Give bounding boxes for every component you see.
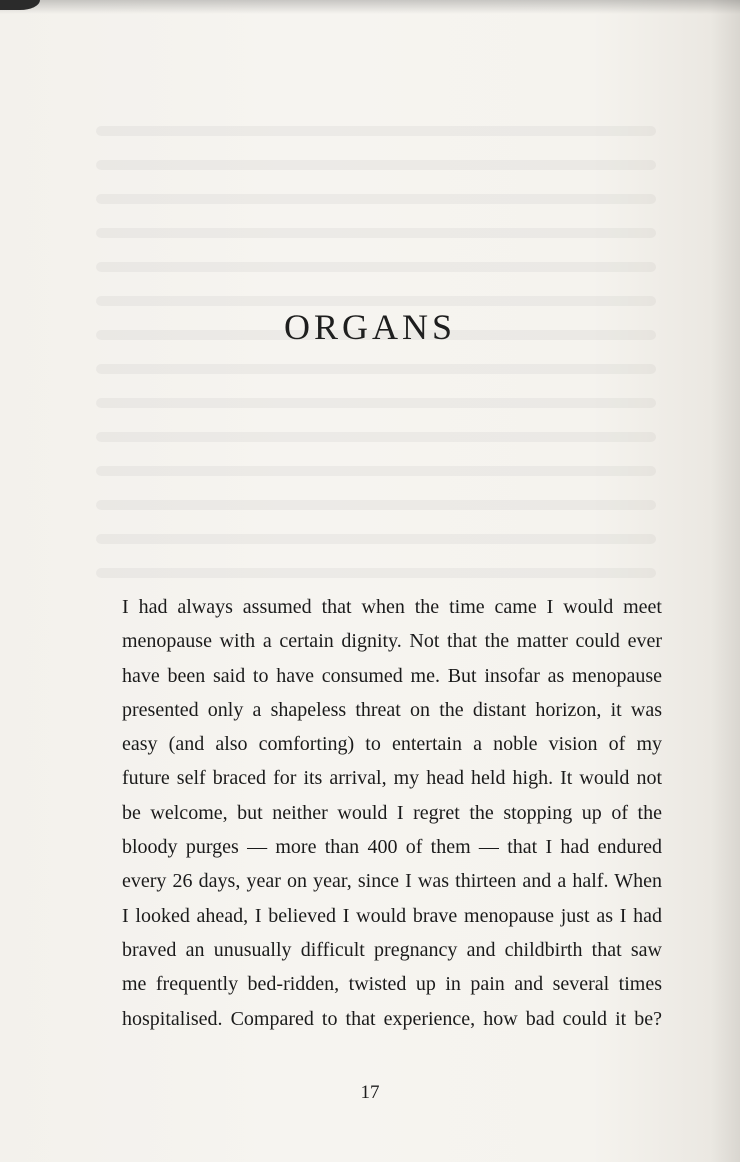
- page-number: 17: [360, 1082, 380, 1103]
- body-line: future self braced for its arrival, my head held high. It would not: [122, 767, 662, 790]
- body-line: me frequently bed-ridden, twisted up in pain and several times: [122, 973, 662, 996]
- body-line: have been said to have consumed me. But insofar as menopause: [122, 664, 662, 687]
- body-line: braved an unusually difficult pregnancy and childbirth that saw: [122, 938, 662, 961]
- body-paragraph: [122, 590, 662, 1036]
- body-line: be welcome, but neither would I regret the stopping up of the: [122, 801, 662, 824]
- body-line: presented only a shapeless threat on the distant horizon, it was: [122, 698, 662, 721]
- chapter-title: ORGANS: [283, 307, 457, 347]
- body-line: easy (and also comforting) to entertain a noble vision of my: [122, 733, 662, 756]
- body-line: hospitalised. Compared to that experience, how bad could it be?: [122, 1007, 662, 1030]
- body-line: I looked ahead, I believed I would brave menopause just as I had: [122, 904, 662, 927]
- body-line: bloody purges — more than 400 of them — that I had endured: [122, 836, 662, 859]
- body-line: every 26 days, year on year, since I was thirteen and a half. When: [122, 870, 662, 893]
- body-line: I had always assumed that when the time came I would meet: [122, 596, 662, 618]
- body-line: menopause with a certain dignity. Not that the matter could ever: [122, 630, 662, 653]
